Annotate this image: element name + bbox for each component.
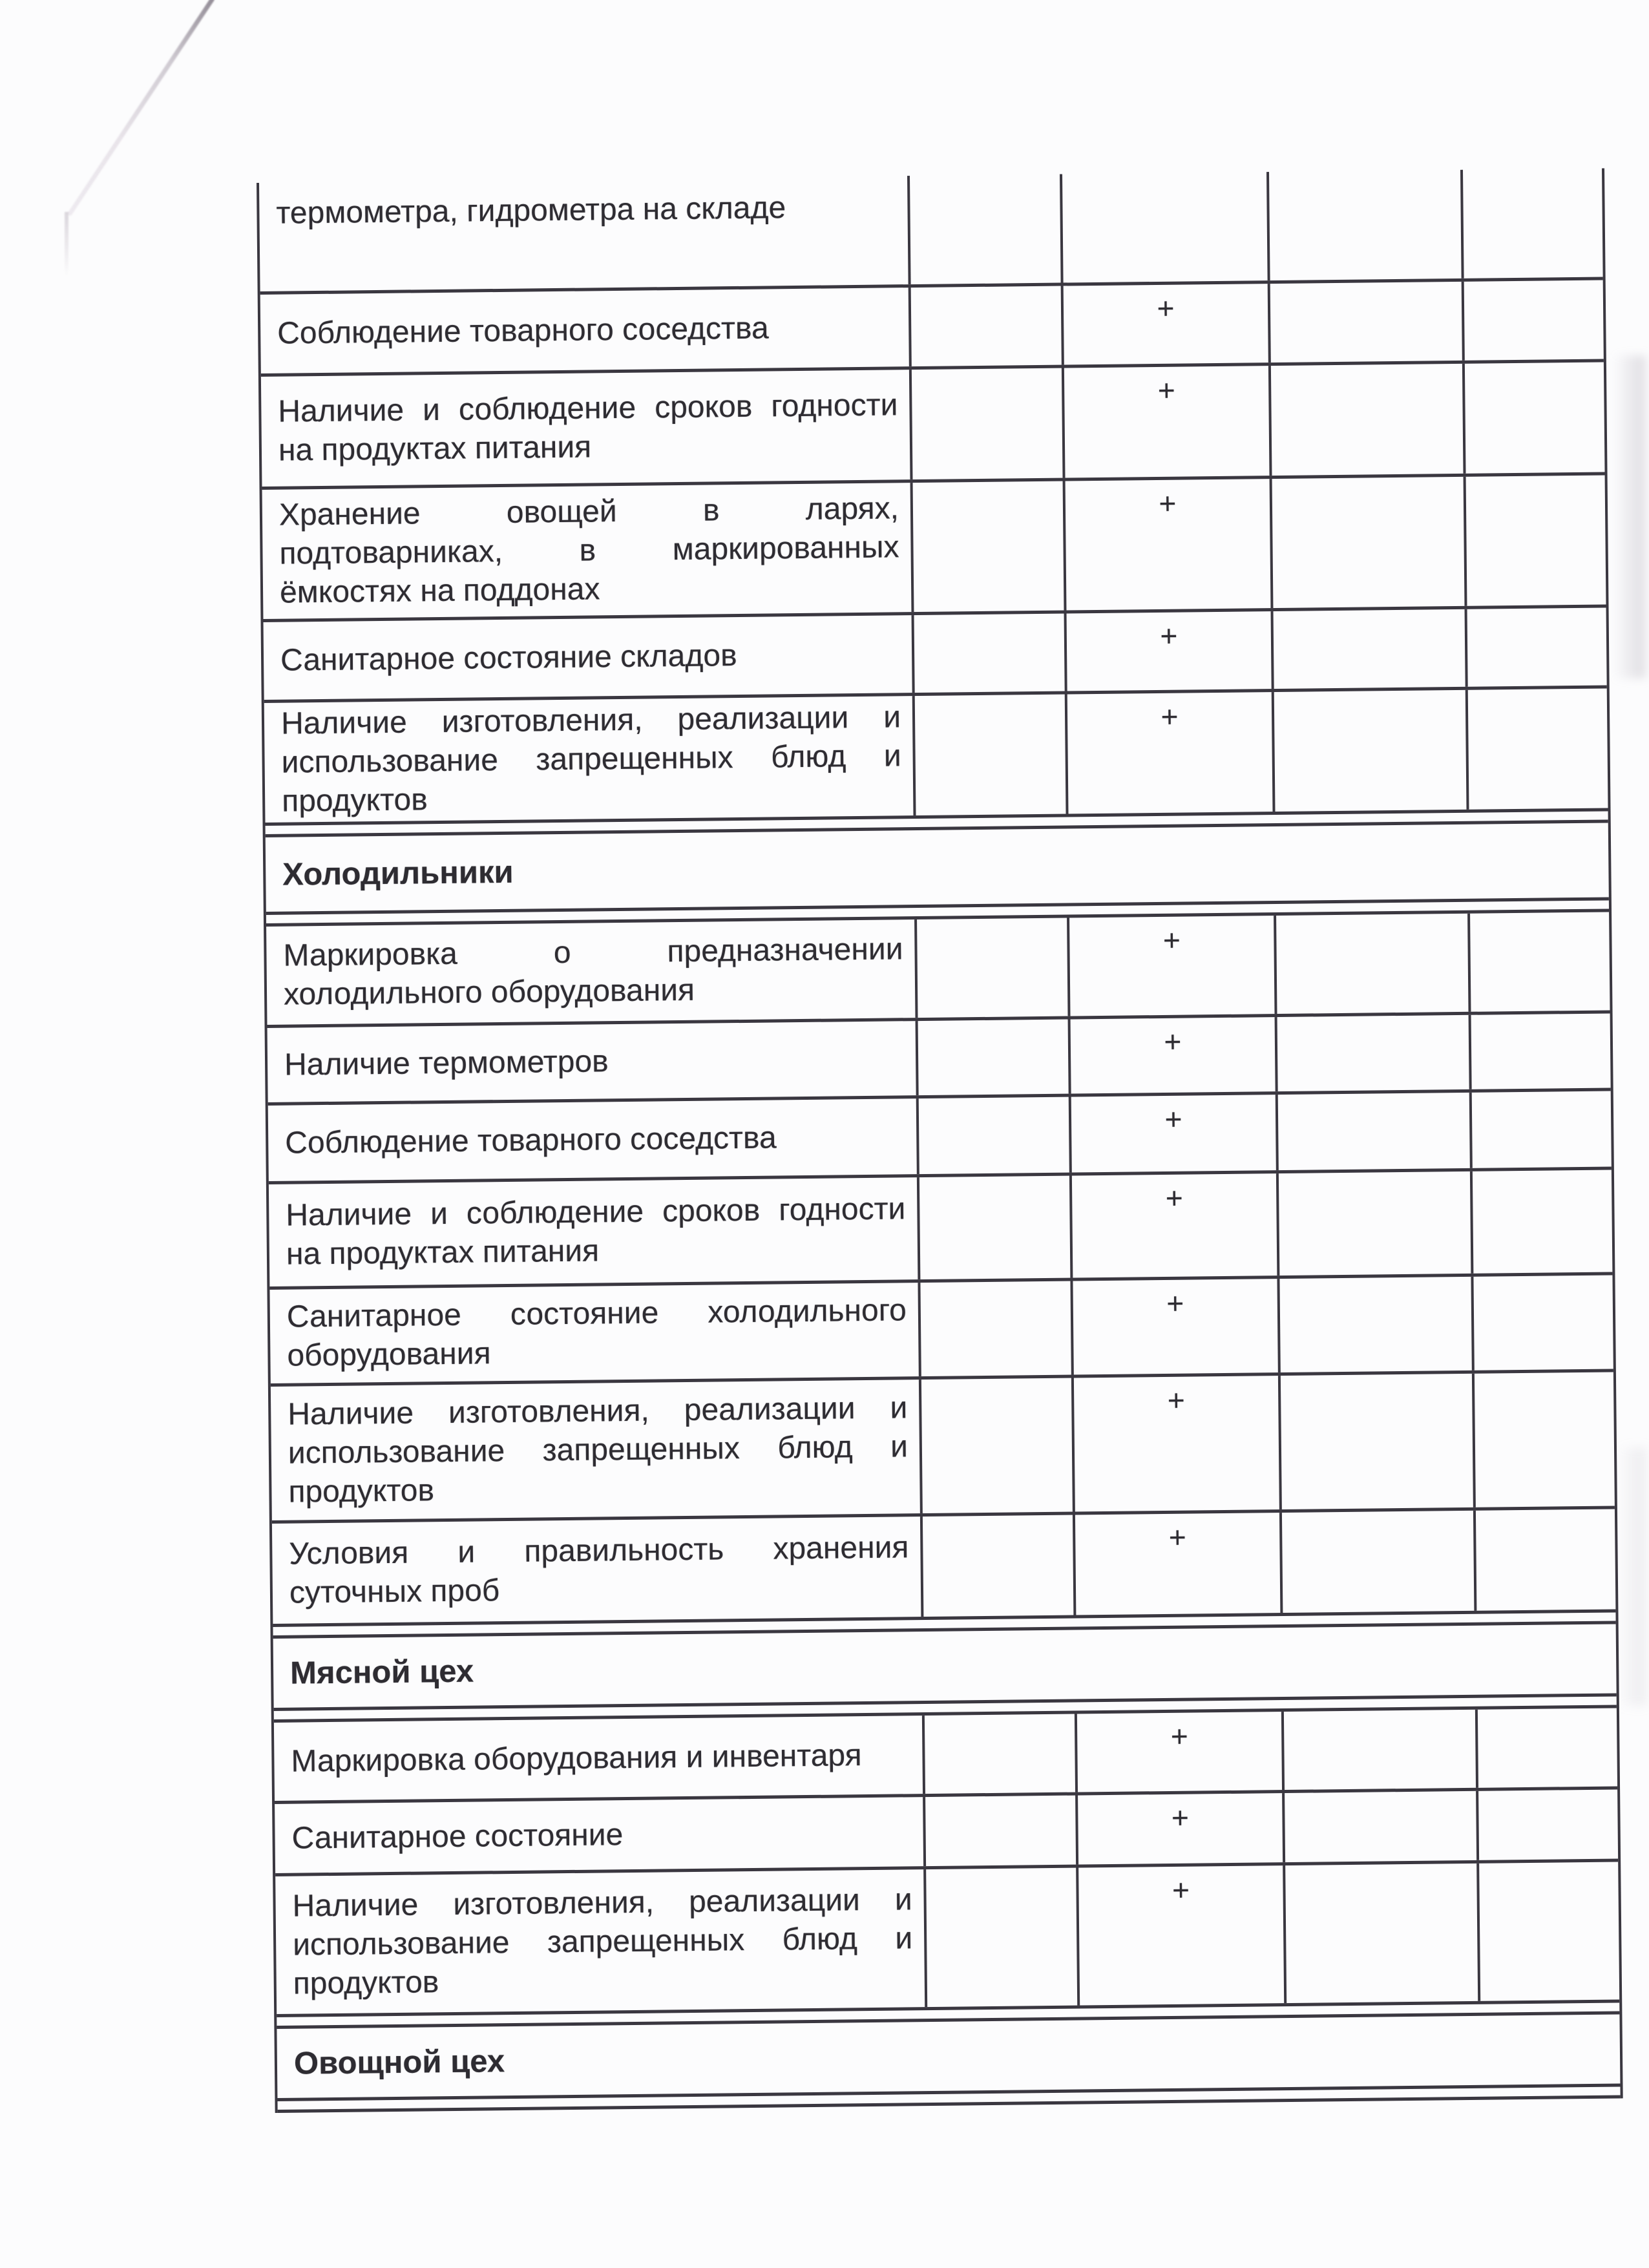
table-row	[271, 1372, 1615, 1523]
empty-mark-cell	[917, 1176, 1071, 1280]
checklist-item-text-line: на продуктах питания	[286, 1234, 600, 1272]
checklist-item-cell	[268, 1098, 917, 1181]
checklist-item-cell	[266, 919, 915, 1025]
empty-mark-cell	[1465, 607, 1607, 686]
checklist-item-cell	[261, 370, 910, 487]
table-row	[268, 1091, 1612, 1184]
checklist-item-text-line: Наличие изготовления, реализации и	[288, 1390, 908, 1432]
empty-mark-cell	[919, 1378, 1073, 1514]
checklist-item-text-line: подтоварниках, в маркированных	[279, 530, 899, 571]
checklist-item-cell	[271, 1380, 920, 1520]
empty-mark-cell	[1476, 1789, 1618, 1860]
checklist-item-text-line: на продуктах питания	[278, 430, 592, 468]
empty-mark-cell	[1473, 1509, 1615, 1610]
section-title: Холодильники	[282, 854, 514, 892]
checklist-item-cell	[264, 615, 912, 700]
empty-mark-cell	[1460, 168, 1603, 278]
table-row	[259, 168, 1603, 294]
empty-mark-cell	[1271, 609, 1465, 689]
scanner-smudge	[1617, 1447, 1646, 1706]
checklist-item-text-line: использование запрещенных блюд и	[281, 738, 901, 780]
table-row	[268, 1013, 1611, 1105]
empty-mark-cell	[1268, 282, 1462, 362]
empty-mark-cell	[909, 368, 1063, 480]
check-mark-cell: +	[1061, 284, 1268, 364]
table-row	[264, 607, 1607, 702]
inspection-checklist-table	[257, 168, 1623, 2113]
section-title: Мясной цех	[289, 1654, 474, 1691]
empty-mark-cell	[914, 918, 1067, 1018]
check-mark-cell: +	[1069, 1173, 1277, 1277]
empty-mark-cell	[1462, 280, 1604, 360]
empty-mark-cell	[1471, 1275, 1613, 1370]
checklist-item-text-line: Наличие термометров	[284, 1044, 609, 1082]
check-mark-cell: +	[1076, 1865, 1284, 2005]
checklist-item-cell	[260, 288, 909, 373]
table-row	[262, 475, 1606, 622]
empty-mark-cell	[1060, 172, 1268, 282]
check-mark-cell: +	[1065, 692, 1273, 814]
checklist-item-text-line: Наличие изготовления, реализации и	[280, 699, 901, 741]
checklist-item-text-line: продуктов	[293, 1964, 439, 2001]
empty-mark-cell	[920, 1515, 1073, 1617]
checklist-item-text-line: Хранение овощей в ларях,	[278, 491, 899, 532]
checklist-item-cell	[268, 1021, 916, 1102]
check-mark-cell: +	[1067, 916, 1274, 1016]
checklist-item-text-line: суточных проб	[289, 1573, 500, 1610]
checklist-item-cell	[275, 1869, 925, 2014]
checklist-item-cell	[269, 1177, 918, 1286]
empty-mark-cell	[1464, 475, 1606, 605]
empty-mark-cell	[1275, 1015, 1469, 1091]
check-mark-cell: +	[1063, 479, 1271, 610]
table-row	[272, 1509, 1616, 1626]
empty-mark-cell	[1266, 170, 1462, 280]
empty-mark-cell	[1475, 1708, 1617, 1787]
empty-mark-cell	[918, 1281, 1071, 1377]
checklist-item-text-line: Маркировка о предназначении	[283, 932, 903, 973]
checklist-item-text-line: Условия и правильность хранения	[289, 1529, 909, 1571]
checklist-item-text-line: Маркировка оборудования и инвентаря	[291, 1738, 862, 1779]
check-mark-cell: +	[1068, 1017, 1276, 1093]
checklist-item-text-line: Наличие изготовления, реализации и	[292, 1882, 912, 1924]
empty-mark-cell	[912, 695, 1066, 816]
empty-mark-cell	[1281, 1710, 1476, 1790]
table-row	[266, 912, 1610, 1027]
table-row	[264, 688, 1608, 825]
scanner-smudge	[1613, 355, 1646, 678]
table-row	[275, 1789, 1618, 1876]
empty-mark-cell	[1283, 1864, 1478, 2003]
empty-mark-cell	[1270, 477, 1465, 608]
checklist-item-cell	[275, 1797, 923, 1873]
checklist-item-text-line: Соблюдение товарного соседства	[285, 1120, 777, 1160]
checklist-item-text-line: Наличие и соблюдение сроков годности	[286, 1192, 906, 1233]
check-mark-cell: +	[1075, 1712, 1282, 1792]
checklist-item-text-line: Санитарное состояние	[291, 1817, 624, 1856]
checklist-item-text-line: использование запрещенных блюд и	[292, 1920, 913, 1962]
empty-mark-cell	[923, 1796, 1076, 1867]
empty-mark-cell	[1470, 1170, 1613, 1273]
page-fold-artifact	[67, 0, 215, 216]
checklist-item-cell	[274, 1716, 923, 1801]
empty-mark-cell	[1272, 690, 1467, 812]
empty-mark-cell	[909, 286, 1062, 367]
empty-mark-cell	[1462, 362, 1605, 473]
check-mark-cell: +	[1064, 611, 1272, 691]
section-title: Овощной цех	[293, 2043, 505, 2081]
table-row	[274, 1708, 1617, 1803]
empty-mark-cell	[1277, 1277, 1471, 1372]
check-mark-cell: +	[1071, 1376, 1279, 1511]
section-header-row	[273, 1624, 1617, 1710]
checklist-item-cell	[262, 483, 912, 619]
empty-mark-cell	[1274, 914, 1468, 1014]
empty-mark-cell	[1467, 912, 1610, 1011]
empty-mark-cell	[916, 1097, 1069, 1175]
checklist-item-cell	[269, 1283, 918, 1383]
checklist-item-text-line: холодильного оборудования	[283, 972, 695, 1012]
empty-mark-cell	[1282, 1791, 1476, 1862]
checklist-item-text-line: Наличие и соблюдение сроков годности	[278, 388, 898, 429]
empty-mark-cell	[1278, 1374, 1473, 1509]
checklist-item-text-line: продуктов	[281, 782, 428, 819]
checklist-item-cell	[259, 176, 909, 291]
table-row	[260, 280, 1604, 376]
checklist-item-cell	[272, 1517, 921, 1624]
checklist-item-text-line: оборудования	[287, 1336, 491, 1373]
checklist-item-text-line: использование запрещенных блюд и	[288, 1429, 909, 1471]
empty-mark-cell	[916, 1020, 1069, 1096]
checklist-item-text-line: термометра, гидрометра на складе	[276, 191, 786, 231]
check-mark-cell: +	[1062, 366, 1270, 478]
table-row	[261, 362, 1605, 489]
section-header-row	[266, 823, 1609, 914]
empty-mark-cell	[922, 1714, 1075, 1794]
empty-mark-cell	[907, 174, 1061, 285]
empty-mark-cell	[1276, 1171, 1471, 1276]
page-fold-shadow	[65, 212, 68, 277]
empty-mark-cell	[1469, 1091, 1612, 1168]
empty-mark-cell	[912, 614, 1065, 693]
empty-mark-cell	[910, 481, 1064, 613]
check-mark-cell: +	[1070, 1279, 1277, 1374]
checklist-item-text-line: Санитарное состояние складов	[280, 638, 737, 678]
table-row	[269, 1170, 1613, 1289]
checklist-item-cell	[264, 696, 914, 823]
check-mark-cell: +	[1069, 1095, 1276, 1172]
section-header-row	[277, 2014, 1620, 2101]
checklist-item-text-line: Соблюдение товарного соседства	[277, 311, 769, 351]
checklist-item-text-line: Санитарное состояние холодильного	[286, 1292, 907, 1334]
check-mark-cell: +	[1073, 1513, 1280, 1615]
empty-mark-cell	[1465, 688, 1608, 809]
checklist-item-text-line: продуктов	[288, 1473, 435, 1509]
empty-mark-cell	[1268, 364, 1464, 476]
table-row	[269, 1275, 1613, 1386]
empty-mark-cell	[1276, 1093, 1470, 1170]
empty-mark-cell	[923, 1868, 1077, 2008]
empty-mark-cell	[1279, 1511, 1474, 1613]
check-mark-cell: +	[1075, 1793, 1283, 1864]
table-row	[275, 1862, 1619, 2017]
checklist-item-text-line: ёмкостях на поддонах	[279, 572, 600, 610]
empty-mark-cell	[1469, 1013, 1611, 1089]
empty-mark-cell	[1472, 1372, 1615, 1507]
empty-mark-cell	[1476, 1862, 1619, 2000]
